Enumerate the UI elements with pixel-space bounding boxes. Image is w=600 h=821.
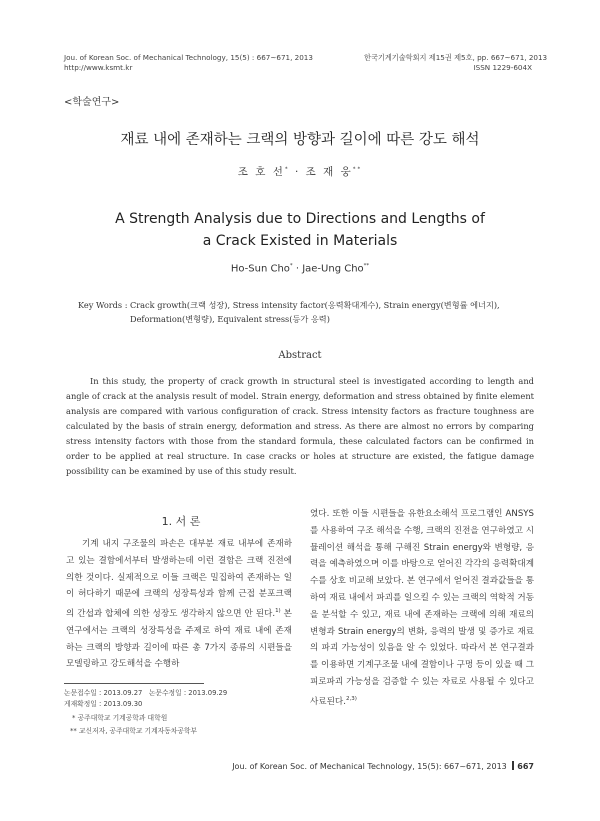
author-1-english: Ho-Sun Cho [230,263,290,275]
authors-korean [0,164,600,179]
keywords-label: Key Words : [78,300,128,310]
journal-citation-line: Jou. of Korean Soc. of Mechanical Technology, 15(5) : 667~671, 2013 [64,53,313,62]
author-en-separator: · [292,263,303,275]
authors-english [0,263,600,274]
author-1-korean: 조 호 선 [237,166,285,178]
section-heading-introduction: 1. 서 론 [161,515,201,528]
issn: ISSN 1229-604X [473,63,532,72]
author-separator: · [289,166,306,178]
intro-right-column [310,506,534,710]
author-1-mark: * [284,166,290,173]
received-date: 논문접수일 : 2013.09.27 [64,689,143,697]
journal-citation-header [64,53,313,73]
paper-title-english [0,208,600,252]
affiliation-2-mark: ** [70,726,77,735]
reference-1[interactable]: 1) [275,608,281,615]
footnote-divider [64,683,204,684]
abstract-body: In this study, the property of crack growth in structural steel is investigated according to length and angle of crack at the analysis result of model. Strain energy, deformation and stress obtained by finite element analysis are compared with various configuration of crack. Stress intensity factors as fracture toughness are calculated by the basis of strain energy, deformation and stress. As there are almost no errors by comparing stress intensity factors with those from the standard formula, these calculated factors can be confirmed in order to be applied at real structure. In case cracks or holes at structure are existed, the fatigue damage possibility can be examined by use of this study result. [66,376,534,476]
affiliation-1-text: 공주대학교 기계공학과 대학원 [77,714,168,722]
author-2-en-mark: ** [363,263,370,269]
affiliation-1 [64,713,304,724]
revised-date: 논문수정일 : 2013.09.29 [148,689,228,697]
intro-text-a: 기계 내지 구조물의 파손은 대부분 재료 내부에 존재하고 있는 결함에서부터 발생하는데 이런 결함은 크랙 진전에 의한 것이다. 실제적으로 이들 크랙은 밀집하여 존재하는 일이 허다하기 때문에 크랙의 성장특성과 함께 근접 분포크랙의 간섭과 합체에 의한 성장도 생각하지 않으면 안 된다. [66,539,292,620]
page-number: 667 [517,762,534,771]
intro-paragraph-2 [310,506,534,710]
title-english-line-2: a Crack Existed in Materials [202,233,398,249]
reference-2-3[interactable]: 2,3) [345,695,357,702]
affiliation-1-mark: * [72,714,76,722]
author-2-english: Jae-Ung Cho [302,263,364,275]
intro-text-b: 본 연구에서는 크랙의 성장특성을 주제로 하여 재료 내에 존재하는 크랙의 방향과 길이에 따른 총 7가지 종류의 시편들을 모델링하고 강도해석을 수행하 [66,609,292,670]
journal-issn-header [364,53,548,73]
accepted-date: 게재확정일 : 2013.09.30 [64,699,143,708]
keywords-line-1: Crack growth(크랙 성장), Stress intensity factor(응력확대계수), Strain energy(변형률 에너지), [130,300,500,310]
footer-citation: Jou. of Korean Soc. of Mechanical Technology, 15(5): 667~671, 2013 [232,762,507,771]
category-tag: <학술연구> [64,97,120,108]
author-2-mark: ** [352,166,363,173]
footnotes [64,688,304,736]
paper-title-korean: 재료 내에 존재하는 크랙의 방향과 길이에 따른 강도 해석 [120,132,480,148]
abstract-heading: Abstract [278,350,322,361]
journal-url[interactable]: http://www.ksmt.kr [64,63,133,72]
footer-divider-bar [512,761,514,770]
submission-dates [64,688,304,699]
intro-right-text: 였다. 또한 이들 시편들을 유한요소해석 프로그램인 ANSYS를 사용하여 구조 해석을 수행, 크랙의 진전을 연구하였고 시뮬레이션 해석을 통해 구해진 Strain energy와 변형량, 응력을 예측하였으며 이를 바탕으로 얻어진 각각의 응력확대계수를 상호 비교해 보았다. 본 연구에서 얻어진 결과값들을 통하여 재료 내에서 파괴를 일으킬 수 있는 크랙의 역학적 거동을 분석할 수 있고, 재료 내에 존재하는 크랙에 의해 재료의 변형과 Strain energy의 변화, 응력의 발생 및 증가로 재료의 파괴 가능성이 있음을 알 수 있었다. 따라서 본 연구결과를 이용하면 기계구조물 내에 결함이나 구멍 등이 있을 때 그 피로파괴 가능성을 검증할 수 있는 자료로 사용될 수 있다고 사료된다. [310,509,534,707]
intro-left-column [66,536,292,673]
affiliation-2-text: 교신저자, 공주대학교 기계자동차공학부 [78,726,198,735]
intro-paragraph-1 [66,536,292,673]
author-2-korean: 조 재 웅 [305,166,353,178]
keywords-block [78,298,548,326]
title-english-line-1: A Strength Analysis due to Directions and Lengths of [115,211,485,227]
journal-korean-citation: 한국기계기술학회지 제15권 제5호, pp. 667~671, 2013 [364,53,548,62]
author-1-en-mark: * [289,263,293,269]
affiliation-2 [64,726,304,737]
keywords-line-2: Deformation(변형량), Equivalent stress(등가 응력) [130,314,330,324]
page-footer [232,761,534,771]
